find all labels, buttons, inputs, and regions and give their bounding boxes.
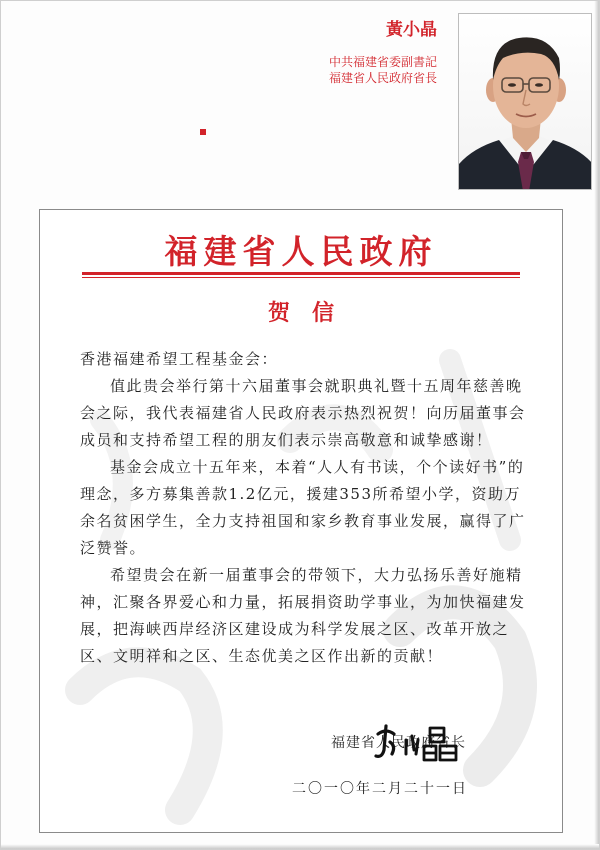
letterhead-rule-thick (82, 272, 520, 275)
official-title-party: 中共福建省委副書記 (328, 55, 437, 69)
letterhead-title: 福建省人民政府 (164, 232, 438, 271)
portrait-illustration (459, 14, 592, 190)
letter-type-heading: 贺信 (267, 300, 356, 326)
page-edge-shadow (594, 1, 599, 850)
letter-paragraph: 值此贵会举行第十六届董事会就职典礼暨十五周年慈善晚会之际，我代表福建省人民政府表示热烈祝贺！向历届董事会成员和支持希望工程的朋友们表示崇高敬意和诚挚感谢！ (80, 377, 526, 449)
letter-body (80, 346, 528, 670)
official-portrait-photo (458, 13, 592, 190)
official-name: 黃小晶 (386, 20, 437, 40)
letter-signoff: 福建省人民政府省长 (331, 735, 466, 751)
handwritten-signature (372, 720, 464, 764)
decorative-mark (200, 129, 206, 135)
letter-date: 二〇一〇年二月二十一日 (292, 781, 468, 797)
official-title-government: 福建省人民政府省長 (328, 71, 437, 85)
letter-paragraph: 希望贵会在新一届董事会的带领下，大力弘扬乐善好施精神，汇聚各界爱心和力量，拓展捐资助学事业，为加快福建发展，把海峡西岸经济区建设成为科学发展之区、改革开放之区、文明祥和之区、生态优美之区作出新的贡献！ (80, 566, 526, 665)
page-bottom-shadow (1, 844, 600, 849)
letter-frame (39, 209, 563, 833)
letter-salutation: 香港福建希望工程基金会： (80, 350, 279, 368)
letter-paragraph: 基金会成立十五年来，本着“人人有书读，个个读好书”的理念，多方募集善款1.2亿元，援建353所希望小学，资助万余名贫困学生，全力支持祖国和家乡教育事业发展，赢得了广泛赞誉。 (80, 458, 526, 557)
letterhead-rule-thin (82, 277, 520, 278)
